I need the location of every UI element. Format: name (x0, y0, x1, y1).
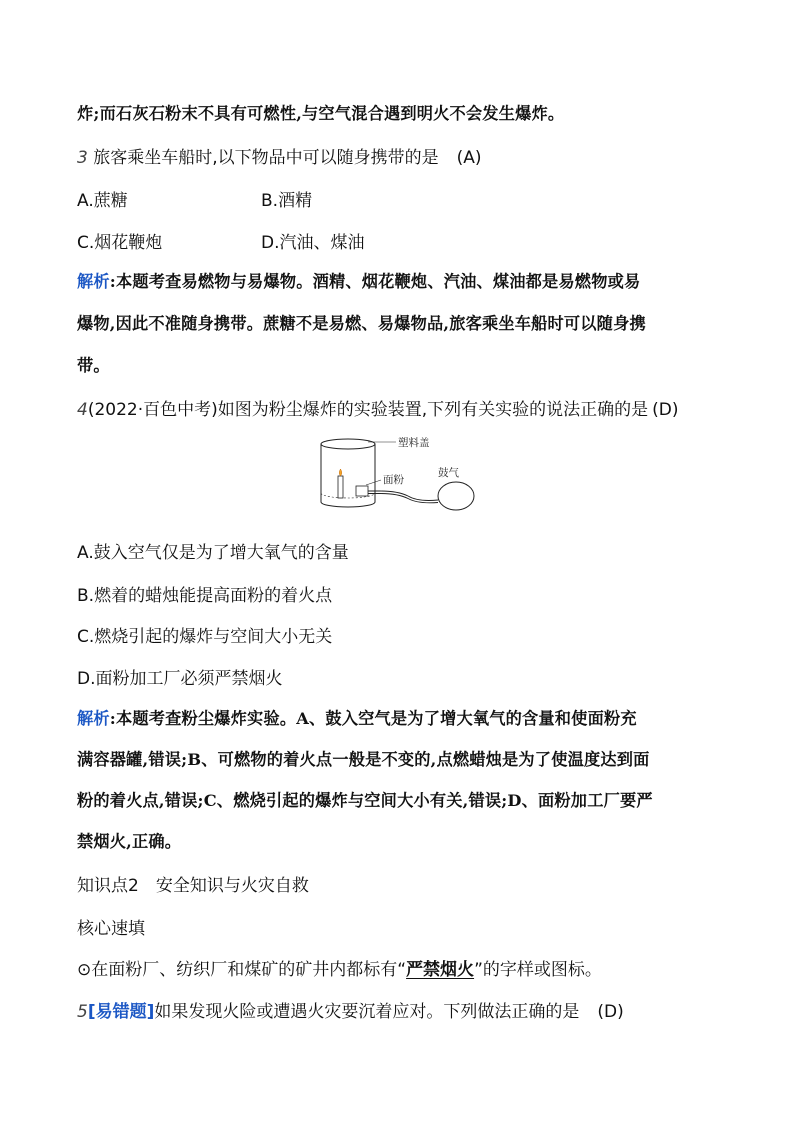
candle (338, 476, 343, 498)
question-text: 如果发现火险或遭遇火灾要沉着应对。下列做法正确的是 (154, 1002, 580, 1022)
question-4-option-b: B.燃着的蜡烛能提高面粉的着火点 (77, 586, 333, 606)
question-3-analysis-line-3: 带。 (77, 356, 110, 375)
flour-leader-line (366, 480, 381, 485)
section-title: 知识点2 安全知识与火灾自救 (77, 876, 309, 896)
question-4-option-d: D.面粉加工厂必须严禁烟火 (77, 669, 283, 689)
air-bulb (438, 482, 474, 510)
question-3-analysis-line-2: 爆物,因此不准随身携带。蔗糖不是易燃、易爆物品,旅客乘坐车船时可以随身携 (77, 314, 646, 333)
fill-in-statement: ⊙在面粉厂、纺织厂和煤矿的矿井内都标有“严禁烟火”的字样或图标。 (77, 960, 602, 980)
air-tube-inner (368, 494, 438, 503)
question-number: 4 (77, 400, 88, 420)
question-4-analysis-line-3: 粉的着火点,错误;C、燃烧引起的爆炸与空间大小有关,错误;D、面粉加工厂要严 (77, 791, 653, 810)
answer: (A) (456, 148, 482, 168)
question-4-stem (77, 398, 679, 422)
question-4-option-c: C.燃烧引起的爆炸与空间大小无关 (77, 627, 333, 647)
question-tag: [易错题] (87, 1002, 155, 1022)
option-a: A.蔗糖 (77, 191, 128, 211)
option-c: C.烟花鞭炮 (77, 233, 163, 253)
dust-explosion-apparatus-figure (318, 436, 476, 518)
flour-cup (356, 486, 368, 496)
candle-flame-icon (339, 469, 342, 476)
option-d: D.汽油、煤油 (261, 233, 365, 253)
question-number: 3 (77, 148, 88, 168)
answer: (D) (652, 400, 679, 420)
question-4-option-a: A.鼓入空气仅是为了增大氧气的含量 (77, 543, 349, 563)
option-b: B.酒精 (261, 191, 313, 211)
question-4-analysis-line-1: 解析:本题考查粉尘爆炸实验。A、鼓入空气是为了增大氧气的含量和使面粉充 (77, 709, 637, 728)
question-3-stem (77, 146, 482, 170)
cylinder-bottom (321, 502, 375, 507)
question-3-options-row-1 (77, 189, 717, 213)
section-subtitle: 核心速填 (77, 919, 145, 939)
answer: (D) (597, 1002, 624, 1022)
air-label: 鼓气 (438, 467, 459, 479)
cylinder-top (321, 439, 375, 449)
continued-analysis: 炸;而石灰石粉末不具有可燃性,与空气混合遇到明火不会发生爆炸。 (77, 104, 565, 123)
fill-answer: 严禁烟火 (406, 960, 475, 980)
question-3-analysis-line-1: 解析:本题考查易燃物与易爆物。酒精、烟花鞭炮、汽油、煤油都是易燃物或易 (77, 272, 641, 291)
air-tube (368, 491, 438, 501)
flour-label: 面粉 (383, 474, 404, 486)
question-4-analysis-line-4: 禁烟火,正确。 (77, 832, 182, 851)
question-text: (2022·百色中考)如图为粉尘爆炸的实验装置,下列有关实验的说法正确的是 (87, 400, 649, 420)
question-number: 5 (77, 1002, 88, 1022)
question-text: 旅客乘坐车船时,以下物品中可以随身携带的是 (93, 148, 439, 168)
analysis-label: 解析 (77, 272, 110, 291)
question-5-stem (77, 1000, 624, 1024)
question-4-analysis-line-2: 满容器罐,错误;B、可燃物的着火点一般是不变的,点燃蜡烛是为了使温度达到面 (77, 750, 650, 769)
analysis-label: 解析 (77, 709, 110, 728)
question-3-options-row-2 (77, 231, 717, 255)
lid-label: 塑料盖 (398, 437, 430, 449)
